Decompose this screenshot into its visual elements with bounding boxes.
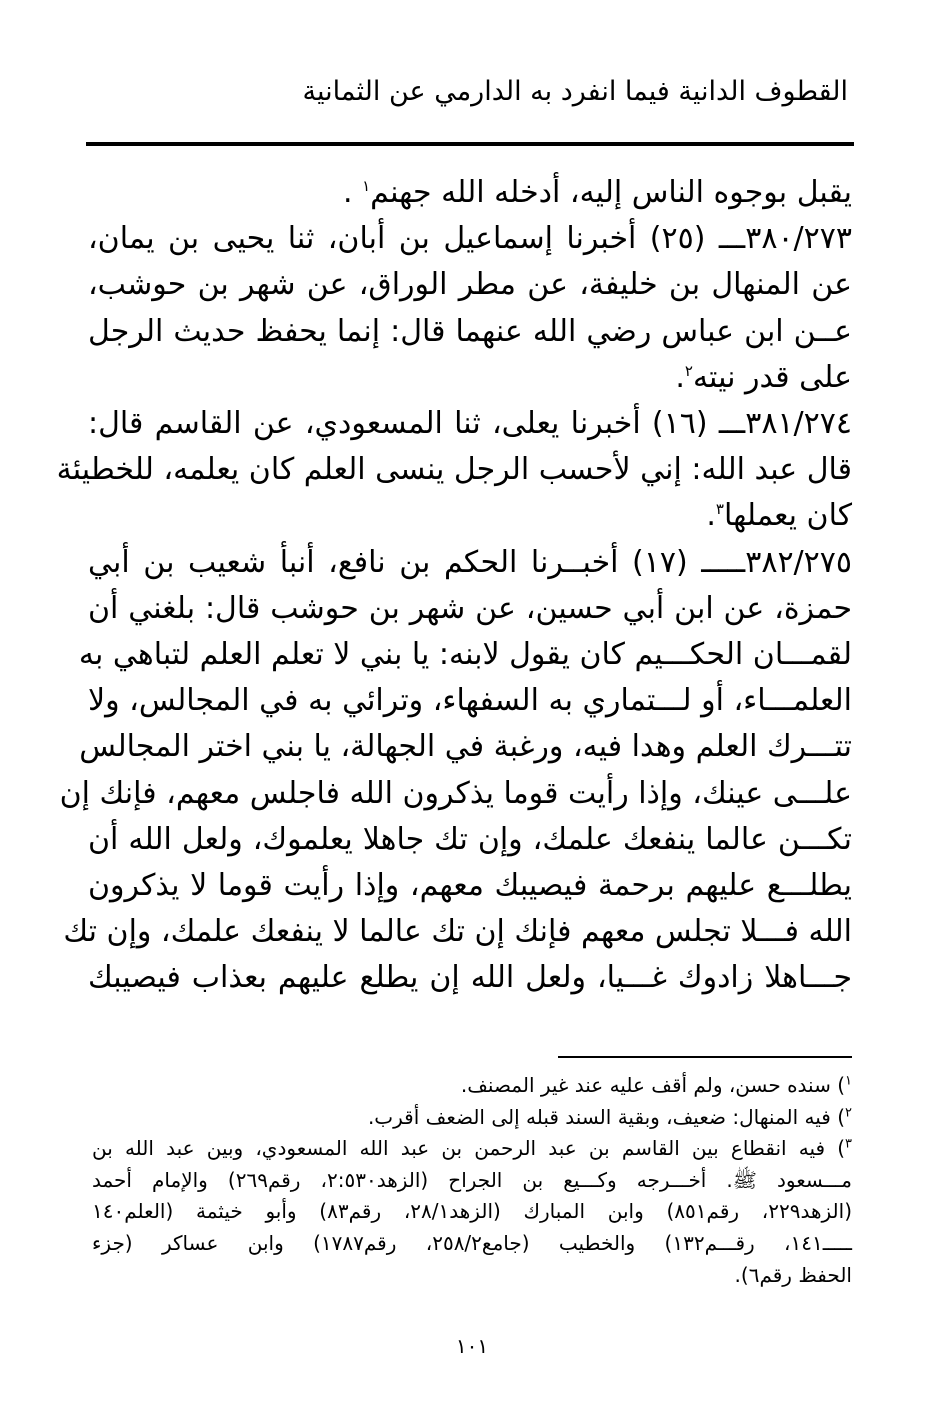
body-line: الله فـــلا تجلس معهم فإنك إن تك عالما لا ينفعك علمك، وإن تك <box>63 914 852 950</box>
body-line: يقبل بوجوه الناس إليه، أدخله الله جهنم$^١$ . <box>342 175 852 210</box>
header-rule <box>86 142 854 146</box>
body-line: ٣٨٠/٢٧٣ـــ (٢٥) أخبرنا إسماعيل بن أبان، ثنا يحيى بن يمان، <box>88 221 853 257</box>
footnote-marker: ٣ <box>715 500 724 519</box>
body-line: كان يعملها$^٣$. <box>706 498 852 534</box>
body-text <box>56 170 853 1002</box>
body-line: تكـــن عالما ينفعك علمك، وإن تك جاهلا يعلموك، ولعل الله أن <box>88 821 852 857</box>
body-line: عن المنهال بن خليفة، عن مطر الوراق، عن شهر بن حوشب، <box>88 267 852 303</box>
body-line: يطلـــع عليهم برحمة فيصيبك معهم، وإذا رأيت قوما لا يذكرون <box>88 868 852 904</box>
footnote-3-line: (الزهد٢٢٩، رقم٨٥١) وابن المبارك (الزهد٢٨/١، رقم٨٣) وأبو خيثمة (العلم١٤٠ <box>92 1199 853 1224</box>
body-line: ٣٨١/٢٧٤ـــ (١٦) أخبرنا يعلى، ثنا المسعودي، عن القاسم قال: <box>88 406 852 442</box>
footnote-1: $^١$) سنده حسن، ولم أقف عليه عند غير المصنف. <box>460 1073 852 1097</box>
page-number: ١٠١ <box>455 1334 489 1358</box>
footnote-rule <box>558 1056 852 1058</box>
footnote-2: $^٢$) فيه المنهال: ضعيف، وبقية السند قبله إلى الضعف أقرب. <box>367 1104 852 1129</box>
footnote-3: $^٣$) فيه انقطاع بين القاسم بن عبد الرحمن بن عبد الله المسعودي، وبين عبد الله بن <box>92 1136 852 1161</box>
body-line: جـــاهلا زادوك غـــيا، ولعل الله إن يطلع عليهم بعذاب فيصيبك <box>88 960 852 996</box>
footnote-marker: ٢ <box>684 361 693 380</box>
footnote-3-line: مـــسعود ﷺ. أخـــرجه وكـــيع بن الجراح (الزهد٢:٥٣٠، رقم٢٦٩) والإمام أحمد <box>92 1167 853 1192</box>
footnote-3-line: ـــــ١٤١، رقـــم١٣٢) والخطيب (جامع٢٥٨/٢، رقم١٧٨٧) وابن عساكر (جزء <box>92 1230 853 1255</box>
body-line: قال عبد الله: إني لأحسب الرجل ينسى العلم كان يعلمه، للخطيئة <box>56 452 852 488</box>
body-line: ٣٨٢/٢٧٥ـــــ (١٧) أخبــرنا الحكم بن نافع، أنبأ شعيب بن أبي <box>88 544 853 580</box>
body-line: عــن ابن عباس رضي الله عنهما قال: إنما يحفظ حديث الرجل <box>88 313 852 349</box>
footnotes <box>92 1070 852 1291</box>
body-line: علـــى عينك، وإذا رأيت قوما يذكرون الله فاجلس معهم، فإنك إن <box>59 775 852 811</box>
body-line: تتـــرك العلم وهدا فيه، ورغبة في الجهالة، يا بني اختر المجالس <box>79 729 852 765</box>
body-line: لقمـــان الحكـــيم كان يقول لابنه: يا بني لا تعلم العلم لتباهي به <box>78 637 852 673</box>
footnote-marker: ١ <box>362 177 371 195</box>
body-line: حمزة، عن ابن أبي حسين، عن شهر بن حوشب قال: بلغني أن <box>88 590 852 626</box>
running-header: القطوف الدانية فيما انفرد به الدارمي عن الثمانية <box>302 76 848 107</box>
body-line: العلمـــاء، أو لـــتماري به السفهاء، وترائي به في المجالس، ولا <box>88 683 852 719</box>
footnote-3-line: الحفظ رقم٦). <box>734 1262 852 1287</box>
body-line: على قدر نيته$^٢$. <box>675 359 852 395</box>
